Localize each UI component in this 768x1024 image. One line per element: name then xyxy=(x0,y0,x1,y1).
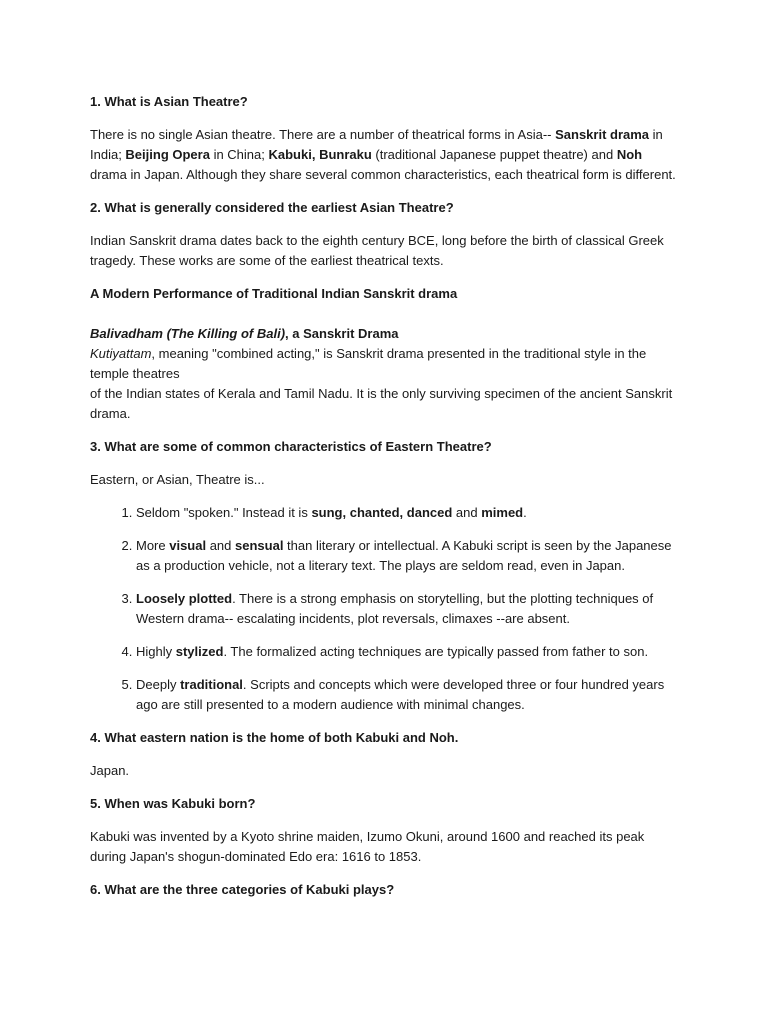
list-item: 5. Deeply traditional. Scripts and concepts which were developed three or four hundred years ago are still presented to a modern audience with minimal changes. xyxy=(136,675,680,715)
list-item: 4. Highly stylized. The formalized acting techniques are typically passed from father to son. xyxy=(136,642,680,662)
drama-title-rest: , a Sanskrit Drama xyxy=(285,326,399,341)
text: (traditional Japanese puppet theatre) and xyxy=(371,147,617,162)
heading-q1: 1. What is Asian Theatre? xyxy=(90,94,248,109)
list-item: 1. Seldom "spoken." Instead it is sung, chanted, danced and mimed. xyxy=(136,503,680,523)
text: , meaning "combined acting," is Sanskrit drama presented in the traditional style in the temple theatres xyxy=(90,346,647,381)
text: There is no single Asian theatre. There are a number of theatrical forms in Asia-- xyxy=(90,127,556,142)
paragraph-q3-intro: Eastern, or Asian, Theatre is... xyxy=(90,472,265,487)
characteristics-list xyxy=(90,503,680,715)
bold-text: Noh xyxy=(616,147,643,162)
text: in China; xyxy=(209,147,269,162)
heading-q4: 4. What eastern nation is the home of both Kabuki and Noh. xyxy=(90,730,459,745)
heading-q6: 6. What are the three categories of Kabuki plays? xyxy=(90,882,395,897)
paragraph-q1 xyxy=(90,125,680,185)
bold-text: Kabuki, Bunraku xyxy=(268,147,372,162)
heading-q5: 5. When was Kabuki born? xyxy=(90,796,256,811)
list-item: 3. Loosely plotted. There is a strong emphasis on storytelling, but the plotting techniques of Western drama-- escalating incidents, plot reversals, climaxes --are absent. xyxy=(136,589,680,629)
heading-q2: 2. What is generally considered the earliest Asian Theatre? xyxy=(90,200,454,215)
document-page xyxy=(90,92,680,913)
text: in India; xyxy=(90,127,663,162)
drama-title-italic: Balivadham (The Killing of Bali) xyxy=(90,326,286,341)
bold-text: Beijing Opera xyxy=(125,147,210,162)
drama-title xyxy=(90,324,680,344)
paragraph-q4: Japan. xyxy=(90,763,130,778)
heading-modern: A Modern Performance of Traditional Indian Sanskrit drama xyxy=(90,286,458,301)
paragraph-q5: Kabuki was invented by a Kyoto shrine maiden, Izumo Okuni, around 1600 and reached its peak during Japan's shogun-dominated Edo era: 1616 to 1853. xyxy=(90,829,645,864)
term-italic: Kutiyattam xyxy=(90,346,152,361)
text: drama in Japan. Although they share several common characteristics, each theatrical form is different. xyxy=(90,167,676,182)
paragraph-q2: Indian Sanskrit drama dates back to the eighth century BCE, long before the birth of classical Greek tragedy. These works are some of the earliest theatrical texts. xyxy=(90,233,664,268)
paragraph-kutiyattam-2: of the Indian states of Kerala and Tamil Nadu. It is the only surviving specimen of the ancient Sanskrit drama. xyxy=(90,386,673,421)
paragraph-kutiyattam-1 xyxy=(90,344,680,384)
bold-text: Sanskrit drama xyxy=(555,127,650,142)
list-item: 2. More visual and sensual than literary or intellectual. A Kabuki script is seen by the Japanese as a production vehicle, not a literary text. The plays are seldom read, even in Japan. xyxy=(136,536,680,576)
heading-q3: 3. What are some of common characteristics of Eastern Theatre? xyxy=(90,439,492,454)
